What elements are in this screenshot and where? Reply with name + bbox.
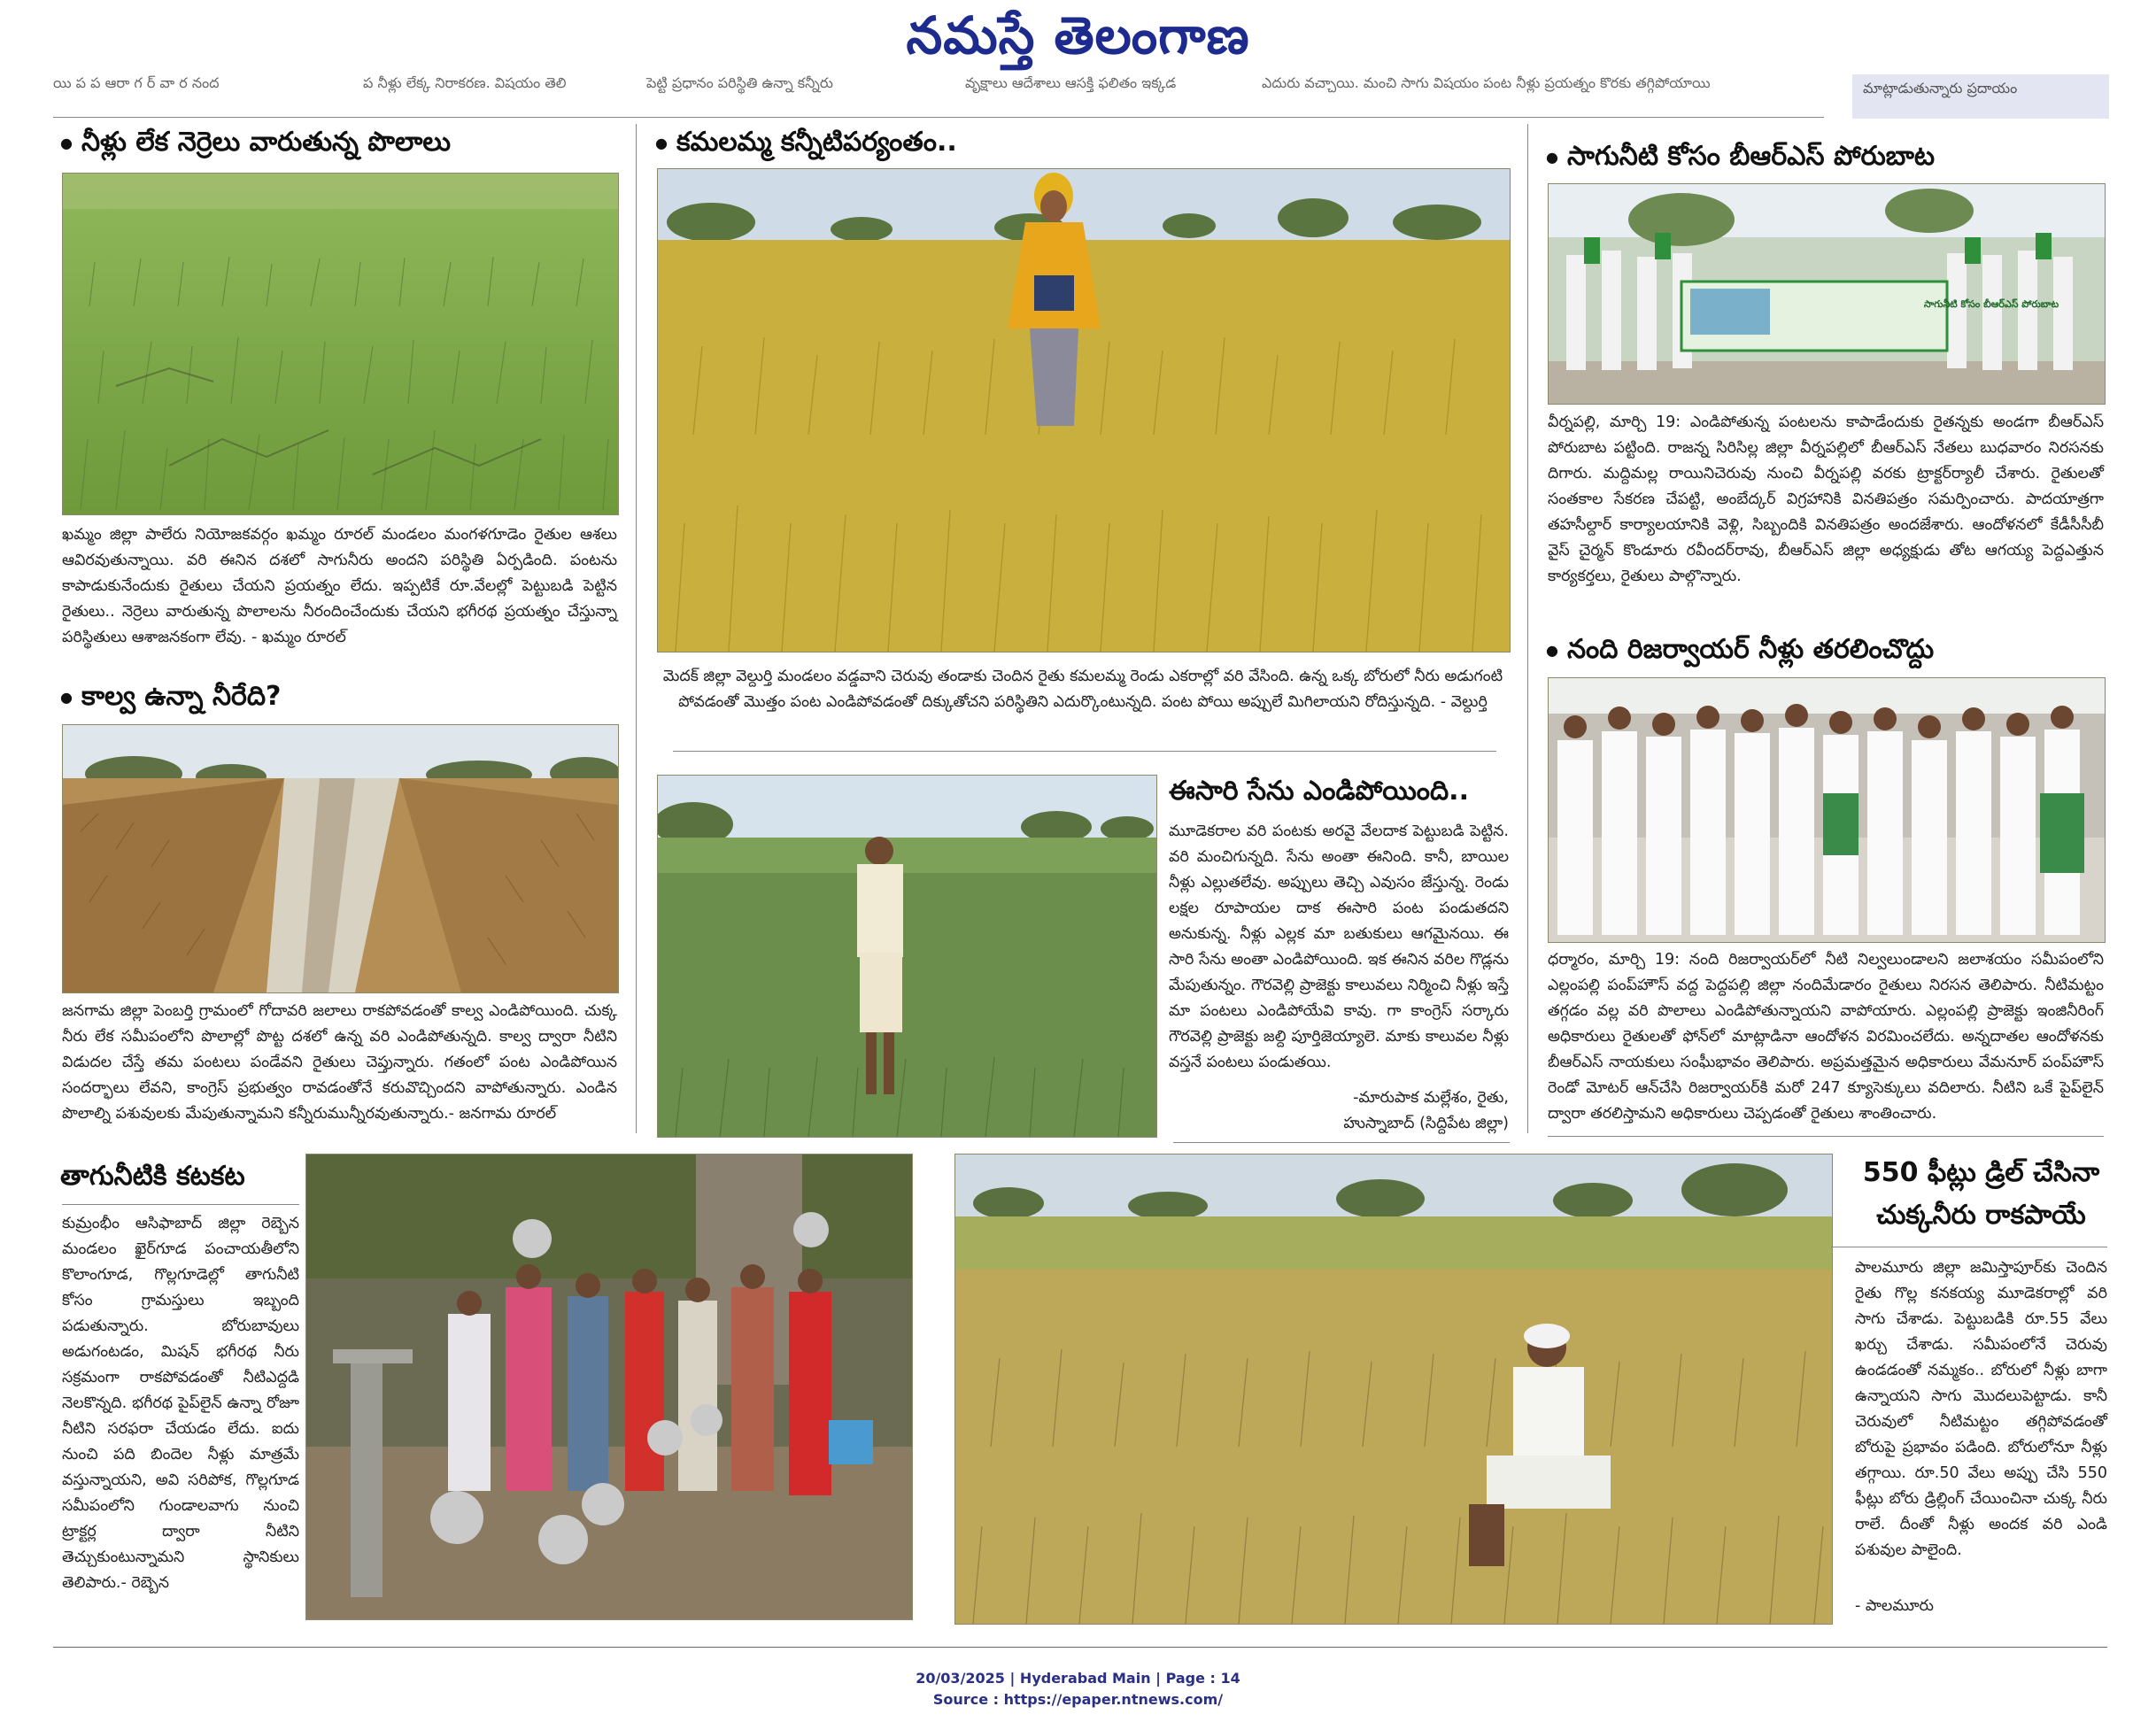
divider [1548,1136,2104,1137]
cut-off-text-strip [53,74,2107,97]
bullet-icon: ● [60,688,73,706]
article-caption: పాలమూరు జిల్లా జమిస్తాపూర్‌కు చెందిన రైతు గొల్ల కనకయ్య మూడెకరాల్లో వరి సాగు చేశాడు. పెట్టుబడికి రూ.55 వేలు ఖర్చు చేశాడు. సమీపంలోనే చెరువు ఉండడంతో నమ్మకం.. బోరులో నీళ్లు బాగా ఉన్నాయని సాగు మొదలుపెట్టాడు. కానీ చెరువులో నీటిమట్టం తగ్గిపోవడంతో బోరుపై ప్రభావం పడింది. బోరులోనూ నీళ్లు తగ్గాయి. రూ.50 వేలు అప్పు చేసి 550 ఫీట్లు బోరు డ్రిల్లింగ్‌ చేయించినా చుక్క నీరు రాలే. దీంతో నీళ్లు అందక వరి ఎండి పశువుల పాలైంది. [1855,1259,2107,1559]
article-headline: ● కాల్వ ఉన్నా నీరేది? [60,681,282,712]
divider [53,1647,2107,1648]
article-caption: జనగామ జిల్లా పెంబర్తి గ్రామంలో గోదావరి జలాలు రాకపోవడంతో కాల్వ ఎండిపోయింది. చుక్క నీరు లేక సమీపంలోని పొలాల్లో పొట్ట దశలో ఉన్న వరి ఎండిపోతున్నది. కాల్వ ద్వారా నీటిని విడుదల చేస్తే తమ పంటలు పండేవని రైతులు చెప్తున్నారు. గతంలో పంట ఎండిపోయిన సందర్భాలు లేవని, కాంగ్రెస్‌ ప్రభుత్వం రావడంతోనే కరువొచ్చిందని వాపోతున్నారు. ఎండిన పొలాల్ని పశువులకు మేపుతున్నామని కన్నీరుమున్నీరవుతున్నారు.- జనగామ రూరల్‌ [62,1002,617,1123]
cut-text: ప నీళ్లు లేక్క నిరాకరణ. విషయం తెలి [363,74,567,91]
bullet-icon: ● [1546,148,1558,166]
article-caption: మూడెకరాల వరి పంటకు అరవై వేలదాక పెట్టుబడి పెట్టిన. వరి మంచిగున్నది. సేను అంతా ఈనింది. కానీ, బాయిల నీళ్లు ఎల్లుతలేవు. అప్పులు తెచ్చి ఎవుసం జేస్తున్న. రెండు లక్షల రూపాయల దాక ఈసారి పంట పండుతదని అనుకున్న. నీళ్లు ఎల్లక మా బతుకులు ఆగమైనయి. ఈ సారి సేను అంతా ఎండిపోయింది. ఇక ఈనిన వరిల గొడ్లను మేపుతున్నం. గౌరవెల్లి ప్రాజెక్టు కాలువలు నిర్మించి నీళ్లు ఇస్తే మా పంటలు ఎండిపోయేవి కావు. గా కాంగ్రెస్‌ సర్కారు గౌరవెల్లి ప్రాజెక్టు జల్ది పూర్తిజెయ్యాలె. మాకు కాలువల నీళ్లు వస్తనే పంటలు పండుతయి. [1169,822,1509,1071]
banner-text: సాగునీటి కోసం బీఆర్‌ఎస్‌ పోరుబాట [1923,298,2059,310]
brs-protest-rally-photo [1548,183,2106,405]
cut-text: యి ప ప ఆరా గ ర్ వా ర నంద [53,74,220,91]
cut-text: మాట్లాడుతున్నారు ప్రదాయం [1863,80,2018,97]
newspaper-title: నమస్తే తెలంగాణ [906,5,1250,66]
article-headline: ● నంది రిజర్వాయర్‌ నీళ్లు తరలించొద్దు [1546,634,1935,665]
dry-canal-photo [62,724,619,993]
article-caption: ధర్మారం, మార్చి 19: నంది రిజర్వాయర్‌లో నీటి నిల్వలుండాలని జలాశయం సమీపంలోని ఎల్లంపల్లి పంప్‌హౌస్‌ వద్ద పెద్దపల్లి జిల్లా నందిమేడారం రైతులు నిరసన తెలిపారు. నీటిమట్టం తగ్గడం వల్ల వరి పొలాలు ఎండిపోతున్నాయని వాపోయారు. ఎల్లంపల్లి ప్రాజెక్టు ఇంజినీరింగ్‌ అధికారులు రైతులతో ఫోన్‌లో మాట్లాడినా ఆందోళన విరమించలేదు. అన్నదాతల ఆందోళనకు బీఆర్‌ఎస్‌ నాయకులు సంఘీభావం తెలిపారు. అప్రమత్తమైన అధికారులు వేమనూర్‌ పంప్‌హౌస్‌ రెండో మోటర్‌ ఆన్‌చేసి రిజర్వాయర్‌కి మరో 247 క్యూసెక్కులు వదిలారు. నీటిని ఒకే పైప్‌లైన్‌ ద్వారా తరలిస్తామని అధికారులు చెప్పడంతో రైతులు శాంతించారు. [1548,951,2104,1123]
cut-text: ఎదురు వచ్చాయి. మంచి సాగు విషయం పంట నీళ్లు ప్రయత్నం కొరకు తగ్గిపోయాయి [1262,74,1711,91]
article-headline: ● కమలమ్మ కన్నీటిపర్యంతం.. [655,127,957,158]
divider [673,751,1496,752]
cut-text: పెట్టి ప్రధానం పరిస్థితి ఉన్నా కన్నీరు [646,74,833,91]
article-caption: మెదక్‌ జిల్లా వెల్దుర్తి మండలం వడ్డవాని చెరువు తండాకు చెందిన రైతు కమలమ్మ రెండు ఎకరాల్లో వరి వేసింది. ఉన్న ఒక్క బోరులో నీరు అడుగంటి పోవడంతో మొత్తం పంట ఎండిపోవడంతో దిక్కుతోచని పరిస్థితిని ఎదుర్కొంటున్నది. పంట పోయి అప్పులే మిగిలాయని రోదిస్తున్నది. - వెల్దుర్తి [662,668,1503,711]
cut-text: వృక్షాలు ఆదేశాలు ఆసక్తి ఫలితం ఇక్కడ [965,74,1177,91]
farmer-woman-paddy-photo [657,168,1511,653]
footer-source: Source : https://epaper.ntnews.com/ [932,1691,1224,1708]
farmer-in-dry-field-photo [954,1154,1833,1625]
article-headline: ఈసారి సేను ఎండిపోయింది.. [1169,776,1469,807]
article-headline: ● సాగునీటి కోసం బీఆర్‌ఎస్‌ పోరుబాట [1546,141,1936,172]
article-byline: -మారుపాక మల్లేశం, రైతు, హుస్నాబాద్‌ (సిద్దిపేట జిల్లా) [1343,1089,1509,1132]
article-headline: తాగునీటికి కటకట [60,1161,245,1192]
bullet-icon: ● [655,134,668,151]
article-caption: ఖమ్మం జిల్లా పాలేరు నియోజకవర్గం ఖమ్మం రూరల్‌ మండలం మంగళగూడెం రైతుల ఆశలు ఆవిరవుతున్నాయి. వరి ఈనిన దశలో సాగునీరు అందని పరిస్థితి ఏర్పడింది. పంటను కాపాడుకునేందుకు రైతులు చేయని ప్రయత్నం లేదు. ఇప్పటికే రూ.వేలల్లో పెట్టుబడి పెట్టిన రైతులు.. నెర్రెలు వారుతున్న పొలాలను నీరందించేందుకు చేయని భగీరథ ప్రయత్నం చేస్తున్నా పరిస్థితులు ఆశాజనకంగా లేవు. - ఖమ్మం రూరల్‌ [62,526,617,646]
divider [53,117,1824,118]
article-caption: కుమ్రంభీం ఆసిఫాబాద్‌ జిల్లా రెబ్బెన మండలం ఖైర్‌గూడ పంచాయతీలోని కొలాంగూడ, గొల్లగూడెల్లో తాగునీటి కోసం గ్రామస్తులు ఇబ్బంది పడుతున్నారు. బోరుబావులు అడుగంటడం, మిషన్‌ భగీరథ నీరు సక్రమంగా రాకపోవడంతో నీటిఎద్దడి నెలకొన్నది. భగీరథ పైప్‌లైన్‌ ఉన్నా రోజూ నీటిని సరఫరా చేయడం లేదు. ఐదు నుంచి పది బిందెల నీళ్లు మాత్రమే వస్తున్నాయని, అవి సరిపోక, గొల్లగూడ సమీపంలోని గుండాలవాగు నుంచి ట్రాక్టర్ల ద్వారా నీటిని తెచ్చుకుంటున్నామని స్థానికులు తెలిపారు.- రెబ్బెన [62,1215,299,1592]
farmer-in-field-photo [657,775,1157,1138]
article-byline: - పాలమూరు [1855,1597,1934,1615]
farmers-protest-photo [1548,677,2106,943]
article-headline: 550 ఫీట్లు డ్రిల్‌ చేసినా చుక్కనీరు రాకపాయే [1862,1157,2100,1231]
women-with-water-pots-photo [305,1154,913,1620]
bullet-icon: ● [60,134,73,151]
article-caption: వీర్నపల్లి, మార్చి 19: ఎండిపోతున్న పంటలను కాపాడేందుకు రైతన్నకు అండగా బీఆర్‌ఎస్‌ పోరుబాట పట్టింది. రాజన్న సిరిసిల్ల జిల్లా వీర్నపల్లిలో బీఆర్‌ఎస్‌ నేతలు బుధవారం నిరసనకు దిగారు. మద్దిమల్ల రాయినిచెరువు నుంచి వీర్నపల్లి వరకు ట్రాక్టర్‌ర్యాలీ చేశారు. రైతులతో సంతకాల సేకరణ చేపట్టి, అంబేద్కర్‌ విగ్రహానికి వినతిపత్రం సమర్పించారు. పాదయాత్రగా తహసీల్దార్‌ కార్యాలయానికి వెళ్లి, సిబ్బందికి వినతిపత్రం అందజేశారు. ఆందోళనలో కేడీసీసీబీ వైస్‌ చైర్మన్‌ కొండూరు రవీందర్‌రావు, బీఆర్‌ఎస్‌ జిల్లా అధ్యక్షుడు తోట ఆగయ్య పెద్దఎత్తున కార్యకర్తలు, రైతులు పాల్గొన్నారు. [1548,413,2104,585]
article-headline: ● నీళ్లు లేక నెర్రెలు వారుతున్న పొలాలు [60,127,452,158]
divider [62,1204,299,1205]
dry-paddy-field-photo [62,173,619,515]
bullet-icon: ● [1546,641,1558,659]
footer-dateline: 20/03/2025 | Hyderabad Main | Page : 14 [916,1670,1240,1687]
column-divider [636,124,637,1133]
cut-off-box [1852,74,2109,119]
column-divider [1527,124,1528,1133]
divider [1173,1142,1510,1143]
masthead [0,0,2156,71]
